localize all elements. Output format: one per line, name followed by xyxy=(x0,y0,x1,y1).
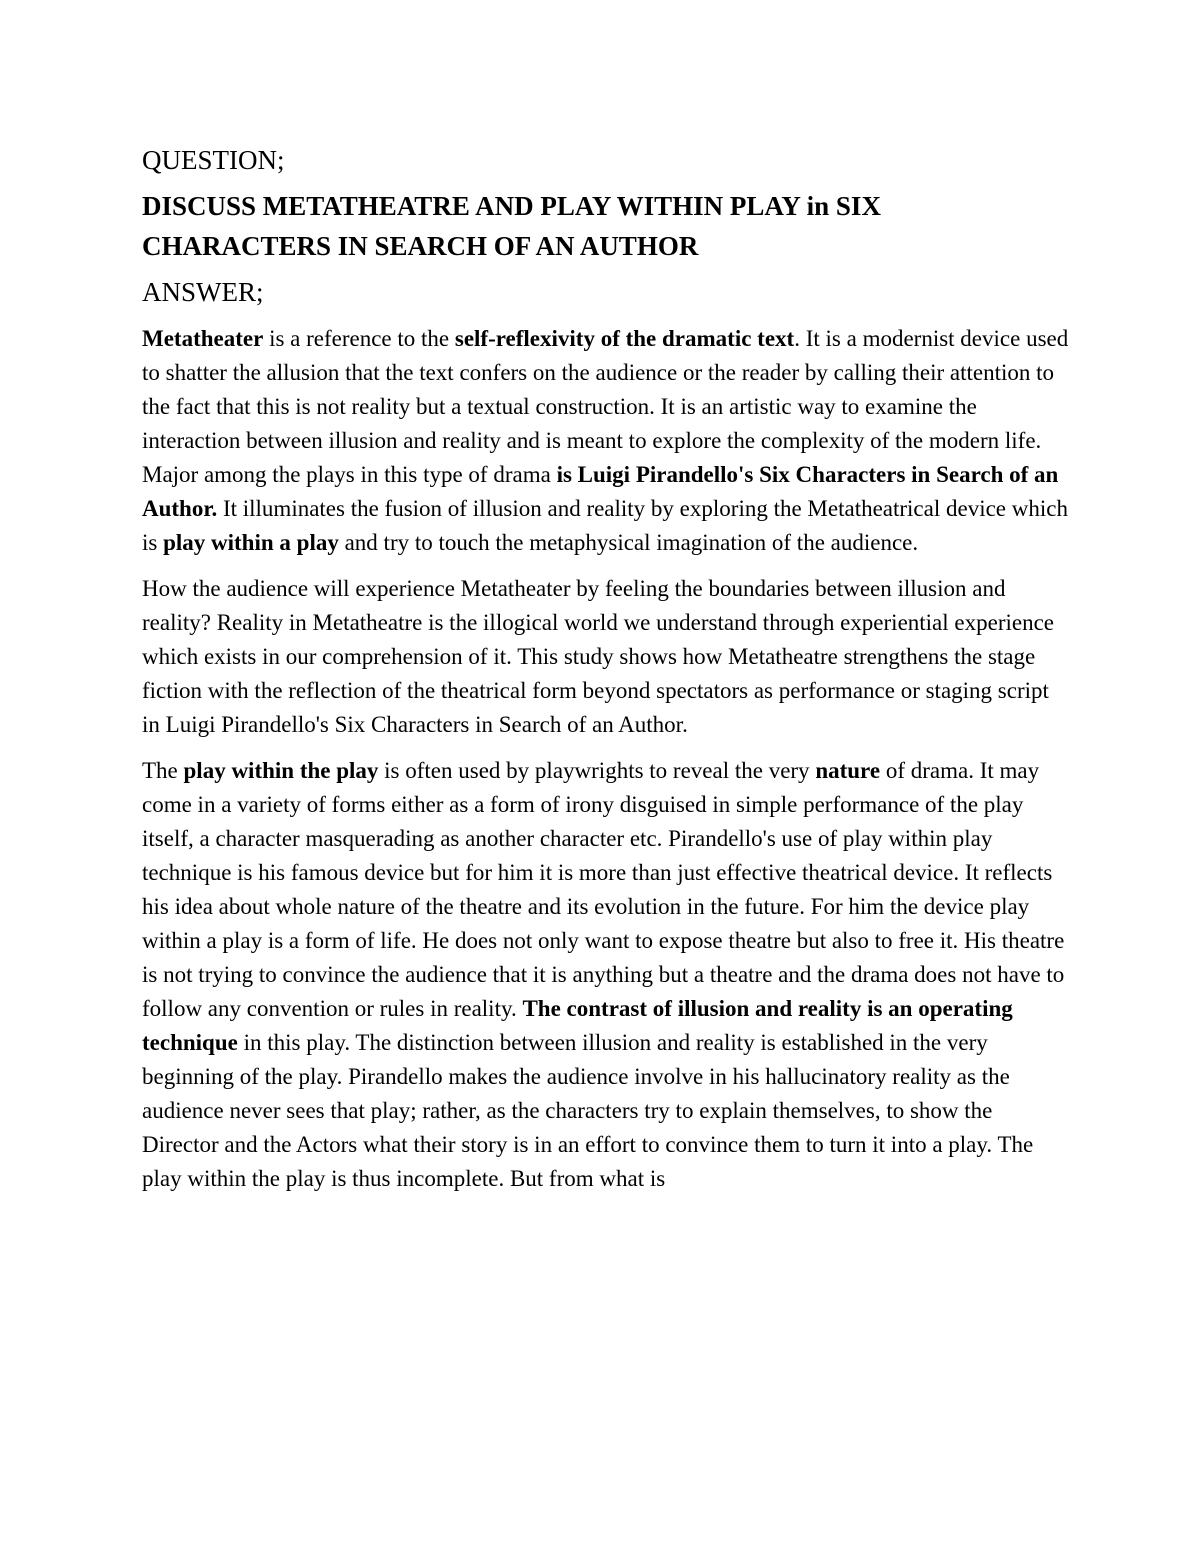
paragraph-2 xyxy=(142,572,1072,742)
paragraph-3 xyxy=(142,754,1072,1196)
question-label: QUESTION; xyxy=(142,145,285,175)
document-content xyxy=(142,140,1072,1208)
text-run: How the audience will experience Metatheater by feeling the boundaries between illusion and reality? Reality in Metatheatre is the illogical world we understand through experiential experience which exists in our comprehension of it. This study shows how Metatheatre strengthens the stage fiction with the reflection of the theatrical form beyond spectators as performance or staging script in Luigi Pirandello's Six Characters in Search of an Author. xyxy=(142,576,1054,737)
bold-run: nature xyxy=(815,758,881,783)
text-run: of drama. It may come in a variety of forms either as a form of irony disguised in simple performance of the play itself, a character masquerading as another character etc. Pirandello's use of play within play technique is his famous device but for him it is more than just effective theatrical device. It reflects his idea about whole nature of the theatre and its evolution in the future. For him the device play within a play is a form of life. He does not only want to expose theatre but also to free it. His theatre is not trying to convince the audience that it is anything but a theatre and the drama does not have to follow any convention or rules in reality. xyxy=(142,758,1065,1021)
bold-run: is Luigi Pirandello's Six Characters in Search of an Author. xyxy=(142,462,1059,521)
text-run: in this play. The distinction between illusion and reality is established in the very beginning of the play. Pirandello makes the audience involve in his hallucinatory reality as the audience never sees that play; rather, as the characters try to explain themselves, to show the Director and the Actors what their story is in an effort to convince them to turn it into a play. The play within the play is thus incomplete. But from what is xyxy=(142,1030,1034,1191)
text-run: . It is a modernist device used to shatter the allusion that the text confers on the audience or the reader by calling their attention to the fact that this is not reality but a textual construction. It is an artistic way to examine the interaction between illusion and reality and is meant to explore the complexity of the modern life. Major among the plays in this type of drama xyxy=(142,326,1069,487)
text-run: The xyxy=(142,758,184,783)
answer-label: ANSWER; xyxy=(142,277,264,307)
text-run: is often used by playwrights to reveal the very xyxy=(378,758,816,783)
bold-run: Metatheater xyxy=(142,326,264,351)
answer-body xyxy=(142,322,1072,1196)
bold-run: play within the play xyxy=(183,758,379,783)
paragraph-1 xyxy=(142,322,1072,560)
text-run: and try to touch the metaphysical imagination of the audience. xyxy=(338,530,919,555)
text-run: It illuminates the fusion of illusion and reality by exploring the Metatheatrical device which is xyxy=(142,496,1068,555)
text-run: is a reference to the xyxy=(263,326,455,351)
bold-run: play within a play xyxy=(163,530,339,555)
question-text: DISCUSS METATHEATRE AND PLAY WITHIN PLAY in SIX CHARACTERS IN SEARCH OF AN AUTHOR xyxy=(142,191,881,261)
bold-run: The contrast of illusion and reality is an operating technique xyxy=(142,996,1013,1055)
bold-run: self-reflexivity of the dramatic text xyxy=(454,326,795,351)
